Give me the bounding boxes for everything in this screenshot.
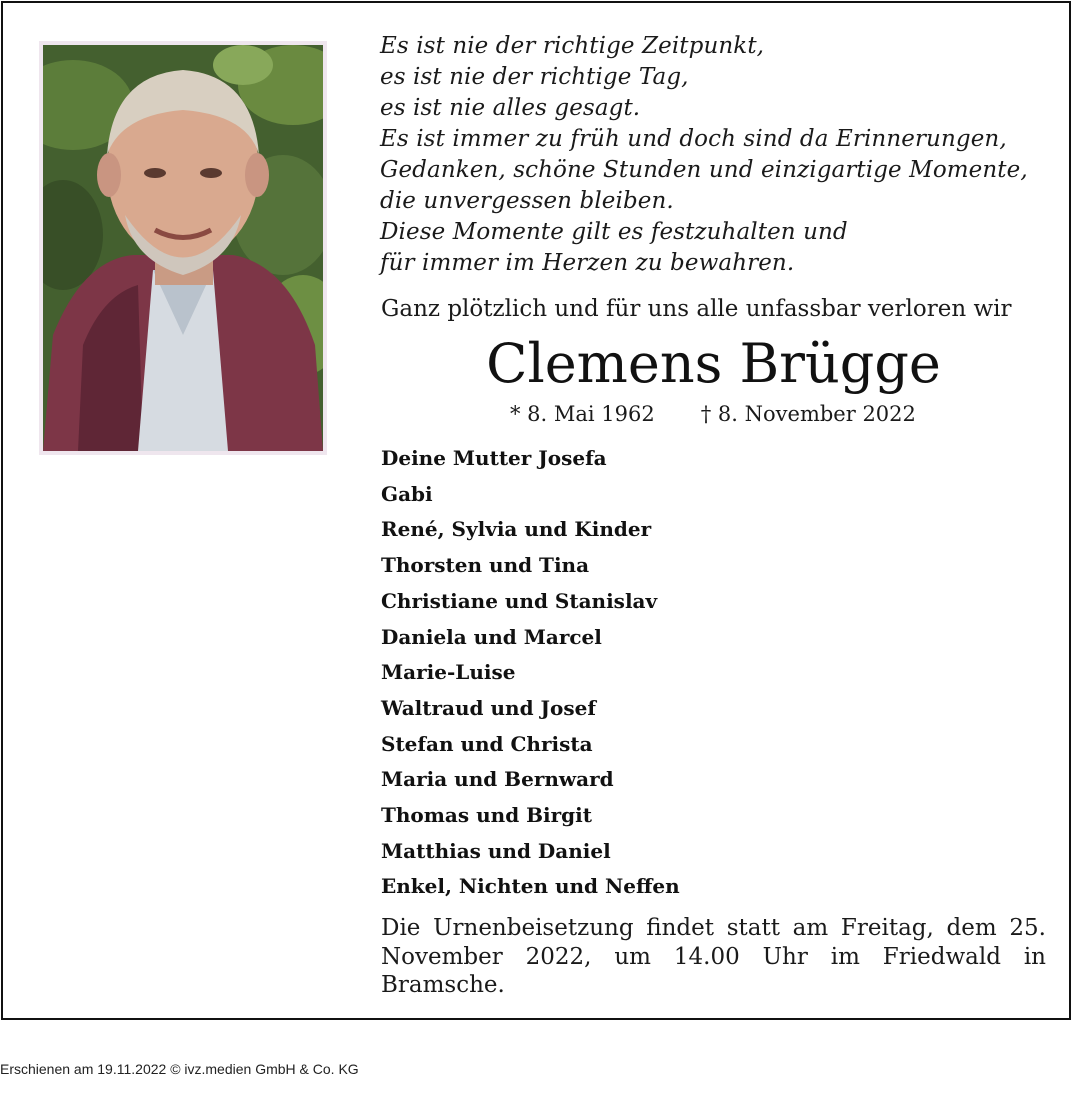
poem-line: es ist nie der richtige Tag, [380,64,689,90]
mourner-entry: Deine Mutter Josefa [381,446,607,470]
mourner-entry: Stefan und Christa [381,731,593,756]
portrait-photo [39,41,327,455]
poem-line: Diese Momente gilt es festzuhalten und [380,219,848,245]
mourner-entry: Enkel, Nichten und Neffen [381,874,680,899]
death-date: † 8. November 2022 [700,402,916,426]
poem-line: Es ist immer zu früh und doch sind da Erinnerungen, [380,126,1007,152]
poem-line: Es ist nie der richtige Zeitpunkt, [380,33,765,59]
poem-line: die unvergessen bleiben. [380,188,674,214]
mourner-entry: Christiane und Stanislav [381,588,658,613]
publication-footer: Erschienen am 19.11.2022 © ivz.medien GmbH & Co. KG [0,1061,359,1077]
mourner-entry: Waltraud und Josef [381,695,596,720]
mourners-list [381,441,680,905]
mourner-entry: Daniela und Marcel [381,624,602,649]
mourner-entry: Marie-Luise [381,660,516,685]
poem [380,31,1028,279]
portrait-image [43,45,323,451]
deceased-name: Clemens Brügge [486,332,941,395]
poem-line: es ist nie alles gesagt. [380,95,641,121]
poem-line: für immer im Herzen zu bewahren. [380,250,795,276]
intro-text: Ganz plötzlich und für uns alle unfassbar verloren wir [381,296,1012,322]
mourner-entry: Thomas und Birgit [381,803,592,828]
mourner-entry: René, Sylvia und Kinder [381,517,652,542]
mourner-entry: Gabi [381,481,433,506]
service-announcement: Die Urnenbeisetzung findet statt am Freitag, dem 25. November 2022, um 14.00 Uhr im Friedwald in Bramsche. [381,915,1046,998]
mourner-entry: Maria und Bernward [381,767,614,792]
mourner-entry: Thorsten und Tina [381,553,590,578]
poem-line: Gedanken, schöne Stunden und einzigartige Momente, [380,157,1028,183]
obituary-notice [1,1,1071,1020]
birth-date: * 8. Mai 1962 [510,402,655,426]
life-dates [510,399,916,429]
mourner-entry: Matthias und Daniel [381,838,611,863]
